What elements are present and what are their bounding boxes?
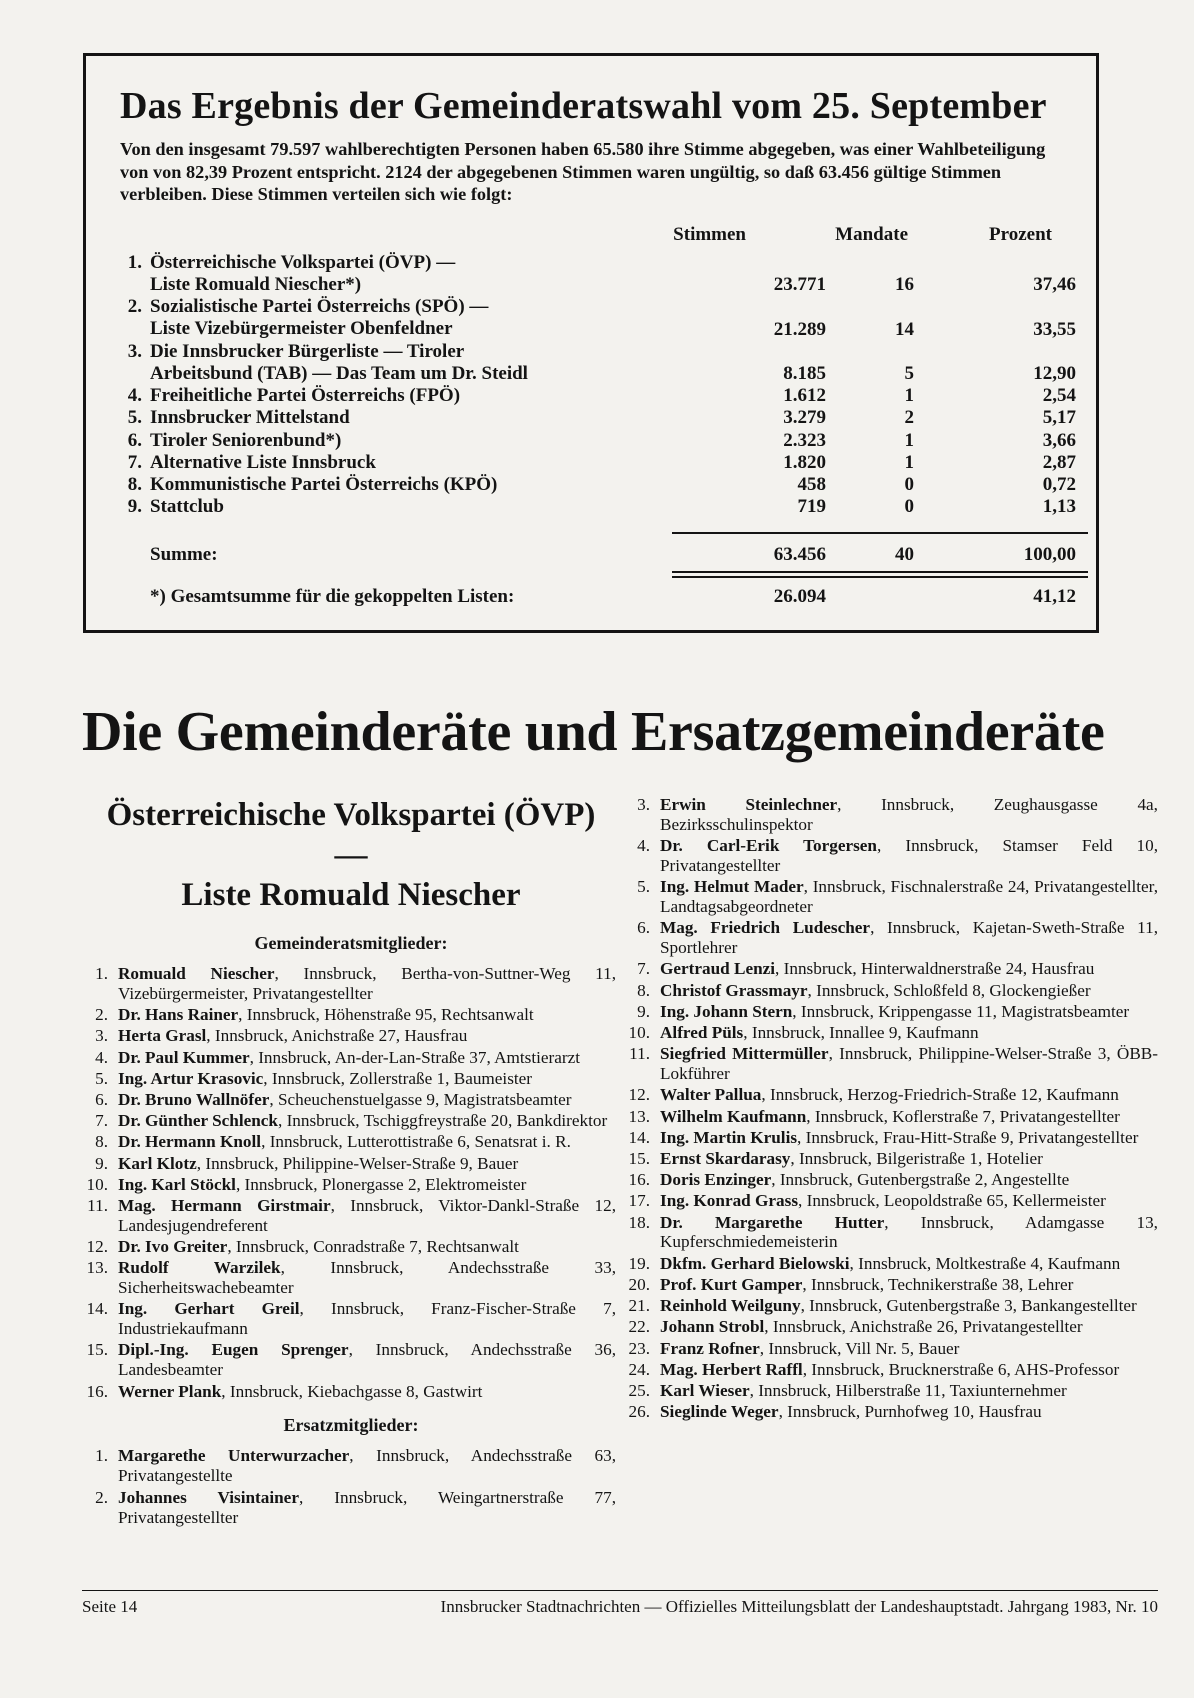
seats-value: 0 — [904, 474, 914, 495]
row-number: 5. — [127, 407, 142, 429]
list-item — [626, 1254, 1158, 1274]
list-item — [626, 1275, 1158, 1295]
person-details: , Innsbruck, Andechsstraße 63, Privatangestellte — [118, 1446, 616, 1486]
item-number: 14. — [86, 1299, 108, 1319]
party-label-line2: Liste Romuald Niescher*) — [150, 274, 362, 295]
party-label — [150, 341, 528, 385]
item-number: 3. — [637, 795, 650, 814]
person-name: Doris Enzinger — [660, 1170, 772, 1190]
party-label-line1: Österreichische Volkspartei (ÖVP) — — [150, 252, 456, 273]
item-number: 11. — [629, 1044, 650, 1064]
person-details: , Innsbruck, Zollerstraße 1, Baumeister — [263, 1068, 533, 1088]
party-label-line1: Alternative Liste Innsbruck — [150, 451, 376, 473]
item-number: 13. — [628, 1106, 650, 1126]
seats-value: 16 — [895, 274, 914, 296]
person-details: , Innsbruck, Frau-Hitt-Straße 9, Privatangestellter — [797, 1127, 1139, 1147]
person-name: Walter Pallua — [660, 1085, 762, 1105]
list-item — [626, 1002, 1158, 1022]
list-item — [626, 1149, 1158, 1169]
person-name: Ing. Artur Krasovic — [118, 1068, 264, 1088]
person-details: , Innsbruck, Gutenbergstraße 2, Angestellte — [771, 1170, 1070, 1190]
person-name: Prof. Kurt Gamper — [660, 1274, 803, 1294]
person-details: , Innsbruck, Bertha-von-Suttner-Weg 11, Vizebürgermeister, Privatangestellter — [118, 964, 617, 1003]
list-item — [86, 1005, 616, 1025]
person-name: Alfred Püls — [660, 1023, 744, 1043]
list-item — [626, 836, 1158, 876]
right-column — [626, 795, 1158, 1422]
person-name: Dr. Ivo Greiter — [118, 1237, 228, 1257]
person-name: Dr. Hermann Knoll — [118, 1132, 262, 1152]
sum-label: Summe: — [150, 544, 218, 565]
result-row — [116, 341, 1076, 385]
list-item — [626, 959, 1158, 979]
list-item — [626, 1128, 1158, 1148]
item-number: 3. — [95, 1026, 108, 1046]
person-name: Franz Rofner — [660, 1338, 760, 1358]
person-details: , Innsbruck, Leopoldstraße 65, Kellermeister — [798, 1191, 1106, 1211]
list-item — [626, 1085, 1158, 1105]
list-item — [86, 1175, 616, 1195]
person-name: Ing. Karl Stöckl — [118, 1174, 236, 1194]
item-number: 9. — [95, 1153, 108, 1173]
person-name: Ing. Konrad Grass — [660, 1191, 799, 1211]
page-heading: Die Gemeinderäte und Ersatzgemeinderäte — [82, 701, 1105, 763]
item-number: 14. — [628, 1127, 650, 1147]
party-label-line2: Arbeitsbund (TAB) — Das Team um Dr. Steidl — [150, 362, 528, 384]
result-row — [116, 474, 1076, 496]
party-label-line2: Liste Vizebürgermeister Obenfeldner — [150, 318, 453, 340]
result-row — [116, 407, 1076, 429]
person-details: , Innsbruck, Andechsstraße 33, Sicherheitswachebeamter — [118, 1258, 616, 1298]
percent-value: 2,87 — [1042, 451, 1076, 473]
list-item — [626, 1044, 1158, 1084]
item-number: 8. — [95, 1132, 108, 1152]
person-details: , Innsbruck, Schloßfeld 8, Glockengießer — [807, 980, 1091, 1000]
party-label — [150, 385, 460, 407]
seats-value: 1 — [904, 385, 914, 407]
person-name: Dr. Paul Kummer — [118, 1047, 250, 1067]
list-item — [626, 981, 1158, 1001]
votes-value: 21.289 — [773, 318, 826, 340]
item-number: 5. — [95, 1068, 108, 1088]
percent-value: 1,13 — [1042, 496, 1076, 518]
person-name: Siegfried Mittermüller — [660, 1044, 829, 1064]
list-item — [86, 1090, 616, 1110]
person-details: , Innsbruck, Plonergasse 2, Elektromeister — [235, 1174, 527, 1194]
person-details: , Innsbruck, Anichstraße 27, Hausfrau — [206, 1026, 468, 1046]
person-name: Mag. Friedrich Ludescher — [660, 918, 871, 938]
party-label — [150, 496, 224, 518]
list-item — [86, 1299, 616, 1339]
list-item — [86, 964, 616, 1004]
percent-value: 37,46 — [1033, 274, 1076, 296]
item-number: 26. — [628, 1402, 650, 1422]
person-name: Ernst Skardarasy — [660, 1148, 791, 1168]
percent-value: 5,17 — [1042, 407, 1076, 429]
seats-value: 5 — [904, 362, 914, 384]
members-heading: Gemeinderatsmitglieder: — [254, 933, 448, 953]
list-item — [626, 1170, 1158, 1190]
item-number: 6. — [637, 918, 650, 938]
person-details: , Innsbruck, Brucknerstraße 6, AHS-Professor — [802, 1359, 1120, 1379]
item-number: 4. — [637, 836, 650, 856]
party-label — [150, 252, 455, 296]
list-item — [86, 1069, 616, 1089]
list-item — [626, 918, 1158, 958]
seats-value: 2 — [904, 407, 914, 429]
list-item — [626, 1213, 1158, 1253]
item-number: 10. — [86, 1174, 108, 1194]
person-details: , Innsbruck, Koflerstraße 7, Privatangestellter — [806, 1106, 1120, 1126]
votes-value: 1.612 — [783, 385, 826, 407]
result-title: Das Ergebnis der Gemeinderatswahl vom 25. September — [120, 85, 1047, 127]
list-item — [626, 1381, 1158, 1401]
votes-value: 3.279 — [783, 407, 826, 429]
party-label-line1: Tiroler Seniorenbund*) — [150, 429, 342, 451]
list-item — [86, 1237, 616, 1257]
person-details: , Innsbruck, Adamgasse 13, Kupferschmiedemeisterin — [660, 1212, 1158, 1252]
result-row — [116, 385, 1076, 407]
sum-mandate: 40 — [895, 544, 914, 565]
result-row — [116, 430, 1076, 452]
item-number: 7. — [637, 959, 650, 979]
person-name: Ing. Johann Stern — [660, 1001, 793, 1021]
party-label — [150, 430, 341, 452]
page-number: Seite 14 — [82, 1597, 138, 1616]
list-item — [626, 877, 1158, 917]
person-details: , Innsbruck, Kajetan-Sweth-Straße 11, Sportlehrer — [660, 918, 1158, 958]
person-name: Johann Strobl — [660, 1317, 765, 1337]
item-number: 20. — [628, 1274, 650, 1294]
row-number: 2. — [127, 296, 142, 318]
person-name: Gertraud Lenzi — [660, 959, 776, 979]
result-intro: Von den insgesamt 79.597 wahlberechtigten Personen haben 65.580 ihre Stimme abgegeben, was einer Wahlbeteiligung von von 82,39 Prozent entspricht. 2124 der abgegebenen Stimmen waren ungültig, so daß 63.456 gültige Stimmen verbleiben. Diese Stimmen verteilen sich wie folgt: — [120, 139, 1046, 204]
list-item — [86, 1382, 616, 1402]
item-number: 8. — [637, 980, 650, 1000]
item-number: 1. — [95, 1446, 108, 1466]
party-label-line1: Innsbrucker Mittelstand — [150, 407, 350, 429]
person-name: Dr. Hans Rainer — [118, 1005, 239, 1025]
item-number: 2. — [95, 1487, 108, 1507]
person-name: Christof Grassmayr — [660, 980, 808, 1000]
row-number: 7. — [127, 451, 142, 473]
party-label — [150, 407, 350, 429]
votes-value: 23.771 — [773, 274, 826, 296]
footer-rule — [82, 1590, 1158, 1591]
list-item — [626, 1191, 1158, 1211]
person-name: Reinhold Weilguny — [660, 1296, 801, 1316]
person-name: Ing. Gerhart Greil — [118, 1299, 300, 1319]
column-header-stimmen: Stimmen — [673, 224, 746, 245]
party-label — [150, 452, 376, 474]
list-item — [626, 795, 1158, 835]
item-number: 17. — [628, 1191, 650, 1211]
item-number: 24. — [628, 1359, 650, 1379]
person-name: Wilhelm Kaufmann — [660, 1106, 807, 1126]
substitutes-list-right — [626, 795, 1158, 1422]
person-details: , Innsbruck, Hilberstraße 11, Taxiunternehmer — [749, 1380, 1067, 1400]
result-row — [116, 296, 1076, 340]
note-prozent: 41,12 — [1033, 586, 1076, 607]
person-details: , Innsbruck, Conradstraße 7, Rechtsanwalt — [227, 1237, 519, 1257]
item-number: 12. — [628, 1085, 650, 1105]
item-number: 12. — [86, 1237, 108, 1257]
result-row — [116, 452, 1076, 474]
person-details: , Innsbruck, Franz-Fischer-Straße 7, Industriekaufmann — [118, 1299, 616, 1339]
person-name: Erwin Steinlechner — [660, 795, 838, 814]
person-details: , Innsbruck, Weingartnerstraße 77, Privatangestellter — [118, 1487, 616, 1527]
row-number: 9. — [127, 496, 142, 518]
item-number: 15. — [86, 1340, 108, 1360]
person-details: , Innsbruck, Anichstraße 26, Privatangestellter — [764, 1317, 1083, 1337]
note-stimmen: 26.094 — [773, 586, 826, 607]
sum-prozent: 100,00 — [1023, 544, 1076, 565]
item-number: 6. — [95, 1089, 108, 1109]
person-details: , Innsbruck, Moltkestraße 4, Kaufmann — [849, 1253, 1121, 1273]
list-item — [86, 1488, 616, 1528]
person-details: , Innsbruck, Fischnalerstraße 24, Privatangestellter, Landtagsabgeordneter — [660, 877, 1158, 917]
item-number: 5. — [637, 877, 650, 897]
row-number: 4. — [127, 385, 142, 407]
person-name: Dkfm. Gerhard Bielowski — [660, 1253, 850, 1273]
seats-value: 1 — [904, 451, 914, 473]
party-label-line1: Freiheitliche Partei Österreichs (FPÖ) — [150, 385, 461, 407]
list-item — [86, 1026, 616, 1046]
item-number: 15. — [628, 1148, 650, 1168]
party-label — [150, 296, 488, 340]
person-name: Dr. Günther Schlenck — [118, 1111, 278, 1131]
item-number: 10. — [628, 1023, 650, 1043]
votes-value: 719 — [797, 496, 826, 518]
substitutes-heading: Ersatzmitglieder: — [283, 1415, 419, 1436]
publication-line: Innsbrucker Stadtnachrichten — Offizielles Mitteilungsblatt der Landeshauptstadt. Jahrgang 1983, Nr. 10 — [440, 1597, 1158, 1616]
person-details: , Innsbruck, Viktor-Dankl-Straße 12, Landesjugendreferent — [118, 1195, 616, 1235]
list-item — [86, 1048, 616, 1068]
votes-value: 1.820 — [783, 451, 826, 473]
party-label — [150, 474, 497, 496]
seats-value: 0 — [904, 496, 914, 518]
item-number: 16. — [86, 1381, 108, 1401]
person-details: , Scheuchenstuelgasse 9, Magistratsbeamter — [269, 1089, 572, 1109]
item-number: 22. — [628, 1317, 650, 1337]
percent-value: 12,90 — [1033, 362, 1076, 384]
person-name: Rudolf Warzilek — [118, 1258, 281, 1278]
list-item — [86, 1258, 616, 1298]
item-number: 25. — [628, 1380, 650, 1400]
person-name: Ing. Martin Krulis — [660, 1127, 798, 1147]
person-details: , Innsbruck, Höhenstraße 95, Rechtsanwalt — [238, 1005, 534, 1025]
item-number: 4. — [95, 1047, 108, 1067]
item-number: 16. — [628, 1170, 650, 1190]
person-details: , Innsbruck, Andechsstraße 36, Landesbeamter — [118, 1340, 616, 1380]
list-item — [626, 1317, 1158, 1337]
person-name: Ing. Helmut Mader — [660, 877, 804, 897]
item-number: 13. — [86, 1258, 108, 1278]
percent-value: 0,72 — [1042, 474, 1076, 495]
substitutes-list-left — [86, 1446, 616, 1527]
party-label-line1: Kommunistische Partei Österreichs (KPÖ) — [150, 474, 498, 495]
person-details: , Innsbruck, Herzog-Friedrich-Straße 12, Kaufmann — [761, 1085, 1119, 1105]
person-details: , Innsbruck, Lutterottistraße 6, Senatsrat i. R. — [261, 1132, 571, 1152]
sum-double-rule-2 — [672, 576, 1088, 578]
person-details: , Innsbruck, Tschiggfreystraße 20, Bankdirektor — [277, 1111, 608, 1131]
list-item — [626, 1296, 1158, 1316]
person-name: Romuald Niescher — [118, 964, 275, 983]
item-number: 23. — [628, 1338, 650, 1358]
election-result-box — [83, 53, 1099, 633]
list-item — [626, 1107, 1158, 1127]
list-item — [626, 1402, 1158, 1422]
item-number: 2. — [95, 1005, 108, 1025]
person-details: , Innsbruck, Philippine-Welser-Straße 3, ÖBB-Lokführer — [660, 1044, 1158, 1084]
item-number: 9. — [637, 1001, 650, 1021]
row-number: 1. — [127, 252, 142, 273]
column-header-prozent: Prozent — [989, 224, 1052, 245]
percent-value: 3,66 — [1042, 429, 1076, 451]
list-item — [86, 1111, 616, 1131]
party-label-line1: Stattclub — [150, 496, 224, 518]
list-item — [86, 1132, 616, 1152]
list-item — [86, 1446, 616, 1486]
person-details: , Innsbruck, Krippengasse 11, Magistratsbeamter — [792, 1001, 1130, 1021]
party-label-line1: Sozialistische Partei Österreichs (SPÖ) — — [150, 296, 489, 318]
party-name-line2: Liste Romuald Niescher — [181, 877, 521, 913]
person-name: Dr. Bruno Wallnöfer — [118, 1089, 270, 1109]
percent-value: 33,55 — [1033, 318, 1076, 340]
person-name: Dr. Margarethe Hutter — [660, 1212, 885, 1232]
person-details: , Innsbruck, An-der-Lan-Straße 37, Amtstierarzt — [249, 1047, 581, 1067]
person-details: , Innsbruck, Zeughausgasse 4a, Bezirksschulinspektor — [660, 795, 1158, 834]
column-header-mandate: Mandate — [835, 224, 908, 245]
votes-value: 2.323 — [783, 429, 826, 451]
person-details: , Innsbruck, Purnhofweg 10, Hausfrau — [778, 1402, 1042, 1422]
item-number: 19. — [628, 1253, 650, 1273]
person-name: Dipl.-Ing. Eugen Sprenger — [118, 1340, 349, 1360]
person-name: Dr. Carl-Erik Torgersen — [660, 836, 877, 856]
person-name: Karl Klotz — [118, 1153, 197, 1173]
person-details: , Innsbruck, Philippine-Welser-Straße 9, Bauer — [196, 1153, 519, 1173]
note-label: *) Gesamtsumme für die gekoppelten Listen: — [150, 586, 515, 607]
votes-value: 458 — [797, 474, 826, 495]
person-details: , Innsbruck, Kiebachgasse 8, Gastwirt — [221, 1381, 483, 1401]
percent-value: 2,54 — [1042, 385, 1076, 407]
list-item — [86, 1196, 616, 1236]
result-row — [116, 252, 1076, 296]
person-name: Karl Wieser — [660, 1380, 750, 1400]
row-number: 8. — [127, 474, 142, 495]
person-name: Sieglinde Weger — [660, 1402, 779, 1422]
seats-value: 14 — [895, 318, 914, 340]
left-column — [86, 795, 616, 1527]
votes-value: 8.185 — [783, 362, 826, 384]
list-item — [86, 1340, 616, 1380]
sum-stimmen: 63.456 — [773, 544, 826, 565]
person-name: Johannes Visintainer — [118, 1487, 299, 1507]
party-label-line1: Die Innsbrucker Bürgerliste — Tiroler — [150, 340, 465, 362]
person-details: , Innsbruck, Technikerstraße 38, Lehrer — [802, 1274, 1074, 1294]
person-name: Margarethe Unterwurzacher — [118, 1446, 350, 1466]
list-item — [626, 1360, 1158, 1380]
item-number: 18. — [628, 1212, 650, 1232]
person-name: Mag. Hermann Girstmair — [118, 1195, 331, 1215]
sum-rule — [672, 532, 1088, 534]
item-number: 7. — [95, 1111, 108, 1131]
result-row — [116, 496, 1076, 518]
item-number: 21. — [628, 1296, 650, 1316]
person-details: , Innsbruck, Gutenbergstraße 3, Bankangestellter — [800, 1296, 1137, 1316]
list-item — [626, 1339, 1158, 1359]
person-details: , Innsbruck, Vill Nr. 5, Bauer — [759, 1338, 960, 1358]
members-list — [86, 964, 616, 1401]
person-details: , Innsbruck, Stamser Feld 10, Privatangestellter — [660, 836, 1158, 876]
sum-double-rule-1 — [672, 571, 1088, 573]
party-name-line1: Österreichische Volkspartei (ÖVP) — — [106, 797, 596, 873]
item-number: 11. — [87, 1195, 108, 1215]
row-number: 6. — [127, 429, 142, 451]
person-name: Werner Plank — [118, 1381, 222, 1401]
person-details: , Innsbruck, Bilgeristraße 1, Hotelier — [790, 1148, 1043, 1168]
person-details: , Innsbruck, Innallee 9, Kaufmann — [743, 1023, 979, 1043]
item-number: 1. — [95, 964, 108, 983]
row-number: 3. — [127, 340, 142, 362]
person-name: Herta Grasl — [118, 1026, 207, 1046]
person-details: , Innsbruck, Hinterwaldnerstraße 24, Hausfrau — [775, 959, 1095, 979]
person-name: Mag. Herbert Raffl — [660, 1359, 803, 1379]
list-item — [626, 1023, 1158, 1043]
list-item — [86, 1154, 616, 1174]
seats-value: 1 — [904, 429, 914, 451]
